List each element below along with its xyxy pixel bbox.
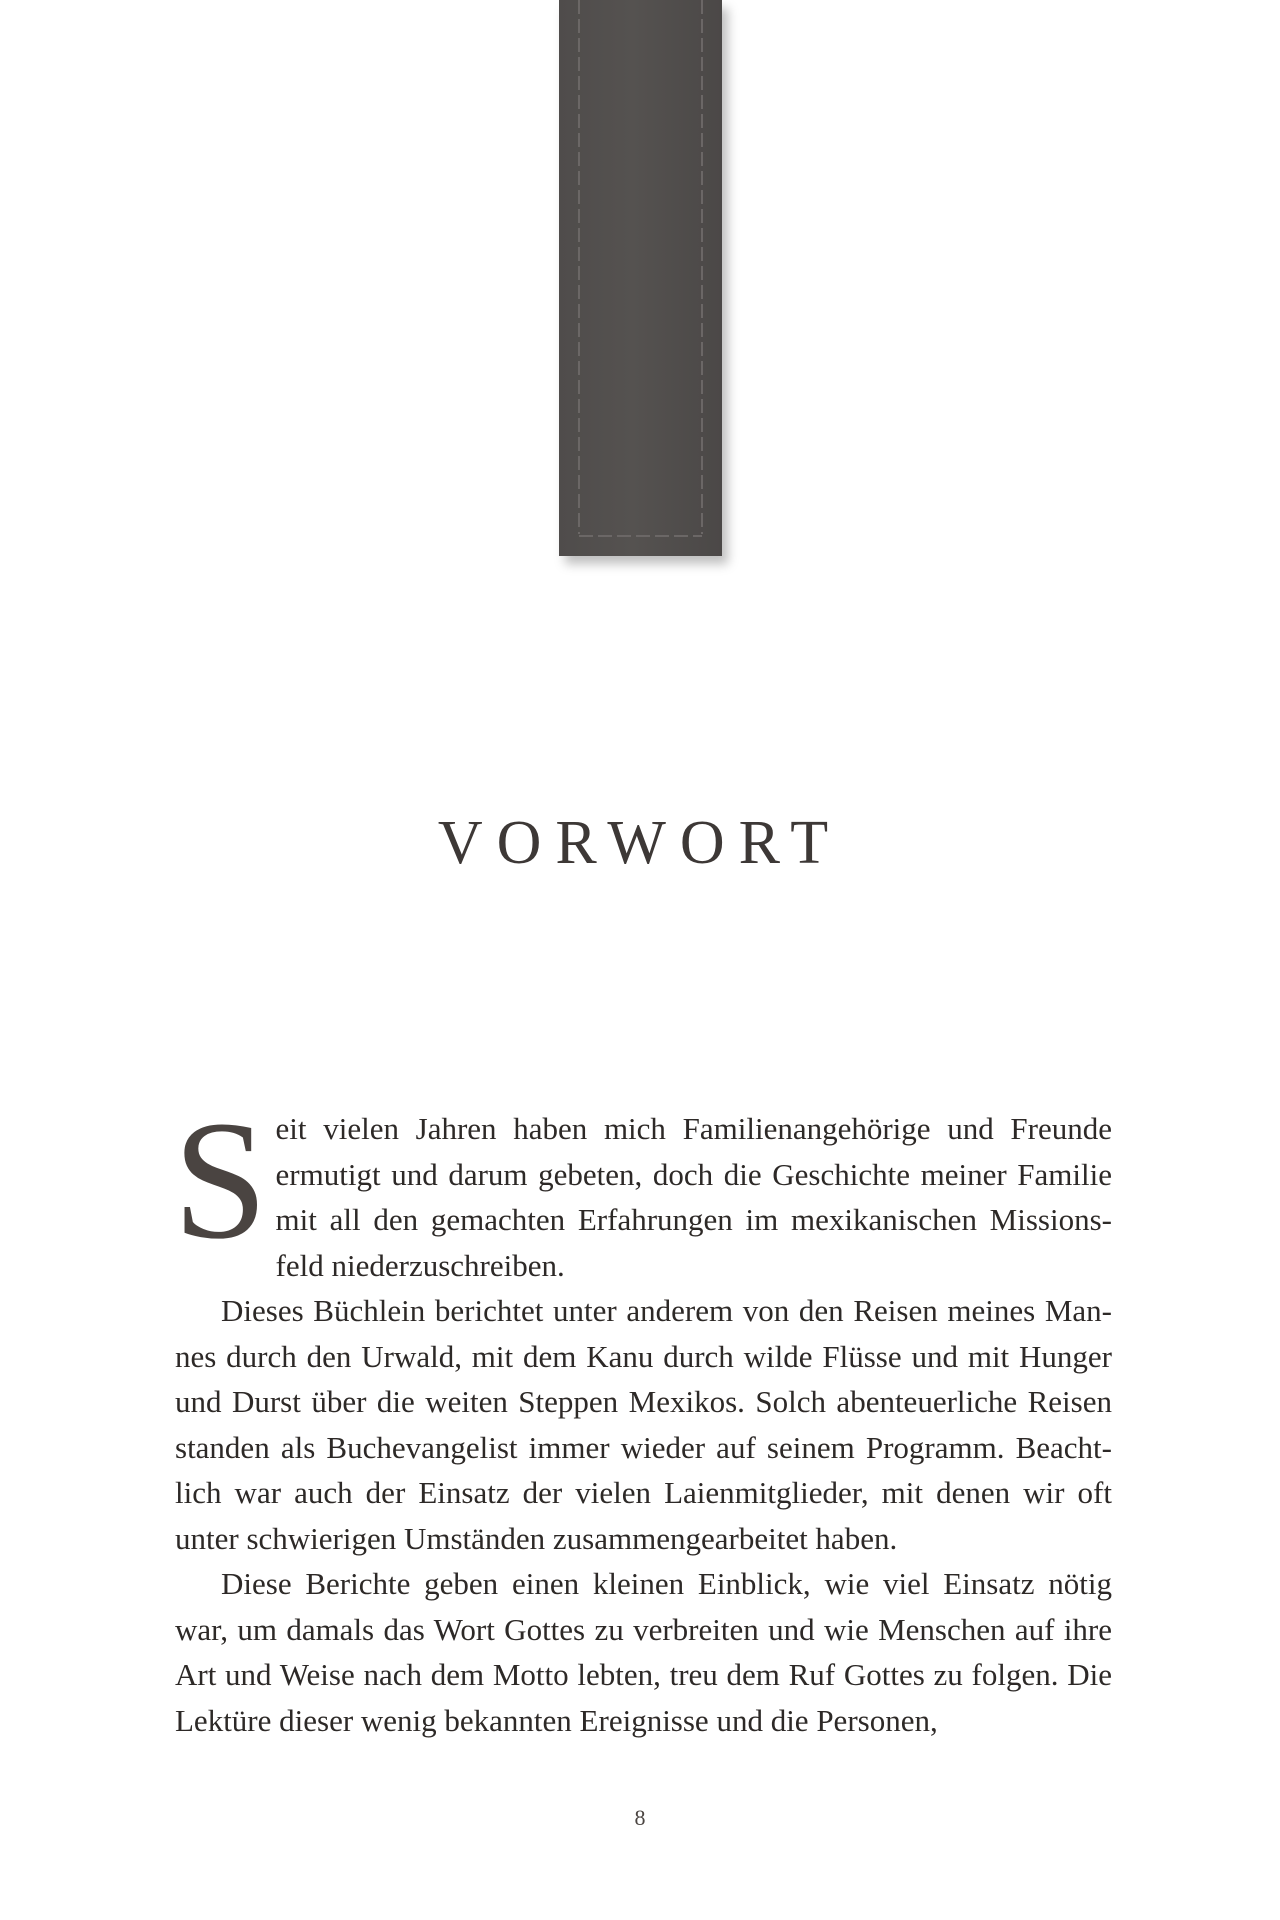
chapter-title: VORWORT bbox=[437, 809, 843, 877]
body-text bbox=[173, 1086, 1112, 1743]
page-number: 8 bbox=[634, 1805, 646, 1830]
paragraph-1 bbox=[173, 1086, 1112, 1288]
drop-cap: S bbox=[173, 1086, 268, 1274]
ribbon-stitching bbox=[559, 0, 722, 556]
bookmark-ribbon-image bbox=[559, 0, 722, 556]
paragraph-3: Diese Berichte geben einen kleinen Einblick, wie viel Einsatz nötig war, um damals das Wort Gottes zu verbreiten und wie Menschen auf ihre Art und Weise nach dem Motto lebten, treu dem Ruf Gottes zu folgen. Die Lektüre dieser wenig bekannten Ereignisse und die Personen, bbox=[175, 1566, 1112, 1738]
paragraph-2: Dieses Büchlein berichtet unter anderem von den Reisen meines Mannes durch den Urwald, mit dem Kanu durch wilde Flüsse und mit Hunger und Durst über die weiten Steppen Mexikos. Solch abenteuerliche Reisen standen als Buchevangelist immer wieder auf seinem Programm. Beachtlich war auch der Einsatz der vielen Laienmitglieder, mit denen wir oft unter schwierigen Umständen zusammengearbeitet haben. bbox=[175, 1293, 1112, 1556]
paragraph-1-text: eit vielen Jahren haben mich Familienangehörige und Freunde ermutigt und darum gebeten, doch die Geschichte meiner Familie mit all den gemachten Erfahrungen im mexikanischen Missionsfeld niederzuschreiben. bbox=[275, 1111, 1112, 1283]
